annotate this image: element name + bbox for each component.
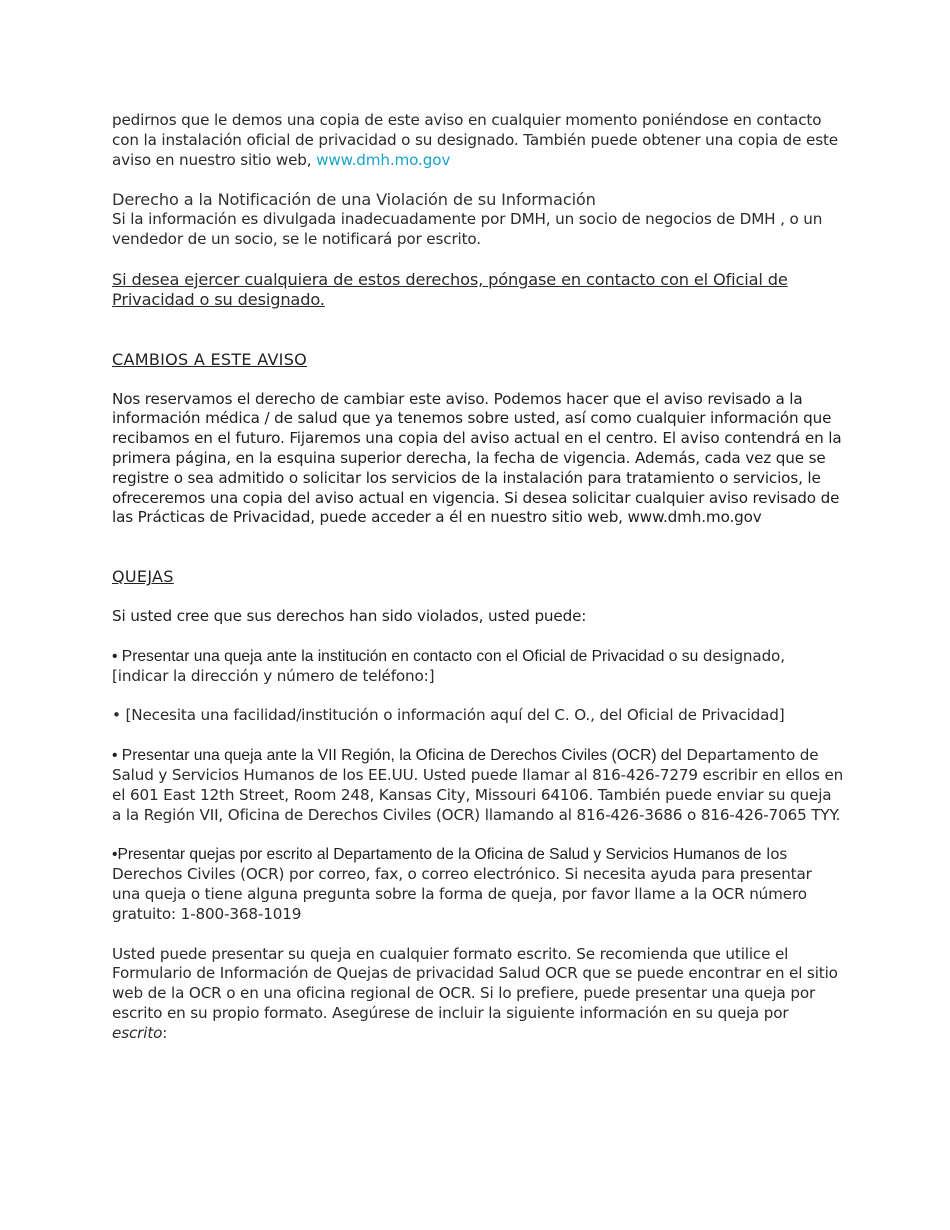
changes-section-title: CAMBIOS A ESTE AVISO xyxy=(112,349,308,369)
complaint-item-written-lead: •Presentar quejas por escrito al Departamento de la Oficina de Salud y Servicios Humanos de xyxy=(112,846,762,864)
complaints-section-title: QUEJAS xyxy=(112,567,174,587)
complaint-item-institution-lead: • Presentar una queja ante la institución en contacto con el Oficial de Privacidad o su xyxy=(112,647,699,665)
complaints-closing xyxy=(112,945,844,1044)
exercise-rights-callout: Si desea ejercer cualquiera de estos derechos, póngase en contacto con el Oficial de Privacidad o su designado. xyxy=(112,269,788,310)
breach-notification-body: Si la información es divulgada inadecuadamente por DMH, un socio de negocios de DMH , o un vendedor de un socio, se le notificará por escrito. xyxy=(112,210,823,248)
changes-body: Nos reservamos el derecho de cambiar este aviso. Podemos hacer que el aviso revisado a la información médica / de salud que ya tenemos sobre usted, así como cualquier información que recibamos en el futuro. Fijaremos una copia del aviso actual en el centro. El aviso contendrá en la primera página, en la esquina superior derecha, la fecha de vigencia. Además, cada vez que se registre o sea admitido o solicitar los servicios de la instalación para tratamiento o servicios, le ofreceremos una copia del aviso actual en vigencia. Si desea solicitar cualquier aviso revisado de las Prácticas de Privacidad, puede acceder a él en nuestro sitio web, www.dmh.mo.gov xyxy=(112,389,842,527)
breach-notification-heading: Derecho a la Notificación de una Violación de su Información xyxy=(112,190,596,210)
complaint-item-ocr-region-lead: • Presentar una queja ante la VII Región, la Oficina de Derechos Civiles (OCR) del xyxy=(112,747,682,765)
document-page xyxy=(112,111,844,1044)
complaints-closing-text: Usted puede presentar su queja en cualquier formato escrito. Se recomienda que utilice el Formulario de Información de Quejas de privacidad Salud OCR que se puede encontrar en el sitio web de la OCR o en una oficina regional de OCR. Si lo prefiere, puede presentar una queja por escrito en su propio formato. Asegúrese de incluir la siguiente información en su queja por xyxy=(112,944,838,1022)
intro-text: pedirnos que le demos una copia de este aviso en cualquier momento poniéndose en contacto con la instalación oficial de privacidad o su designado. También puede obtener una copia de este aviso en nuestro sitio web, xyxy=(112,111,838,169)
complaint-item-ocr-region-rest: Departamento de Salud y Servicios Humanos de los EE.UU. Usted puede llamar al 816-426-7279 escribir en ellos en el 601 East 12th Street, Room 248, Kansas City, Missouri 64106. También puede enviar su queja a la Región VII, Oficina de Derechos Civiles (OCR) llamando al 816-426-3686 o 816-426-7065 TYY. xyxy=(112,746,844,824)
dmh-website-link[interactable]: www.dmh.mo.gov xyxy=(316,150,451,169)
complaint-item-institution-rest: designado, [indicar la dirección y número de teléfono:] xyxy=(112,646,785,685)
complaint-item-written xyxy=(112,845,844,924)
complaint-item-placeholder: • [Necesita una facilidad/institución o información aquí del C. O., del Oficial de Privacidad] xyxy=(112,706,785,725)
complaints-closing-italic: escrito xyxy=(112,1023,163,1042)
complaints-intro: Si usted cree que sus derechos han sido violados, usted puede: xyxy=(112,606,587,625)
complaint-item-ocr-region xyxy=(112,746,844,825)
intro-paragraph xyxy=(112,111,844,170)
complaints-closing-end: : xyxy=(162,1023,168,1042)
complaint-item-written-rest: los Derechos Civiles (OCR) por correo, fax, o correo electrónico. Si necesita ayuda para presentar una queja o tiene alguna pregunta sobre la forma de queja, por favor llame a la OCR número gratuito: 1-800-368-1019 xyxy=(112,845,812,923)
complaint-item-institution xyxy=(112,647,844,687)
